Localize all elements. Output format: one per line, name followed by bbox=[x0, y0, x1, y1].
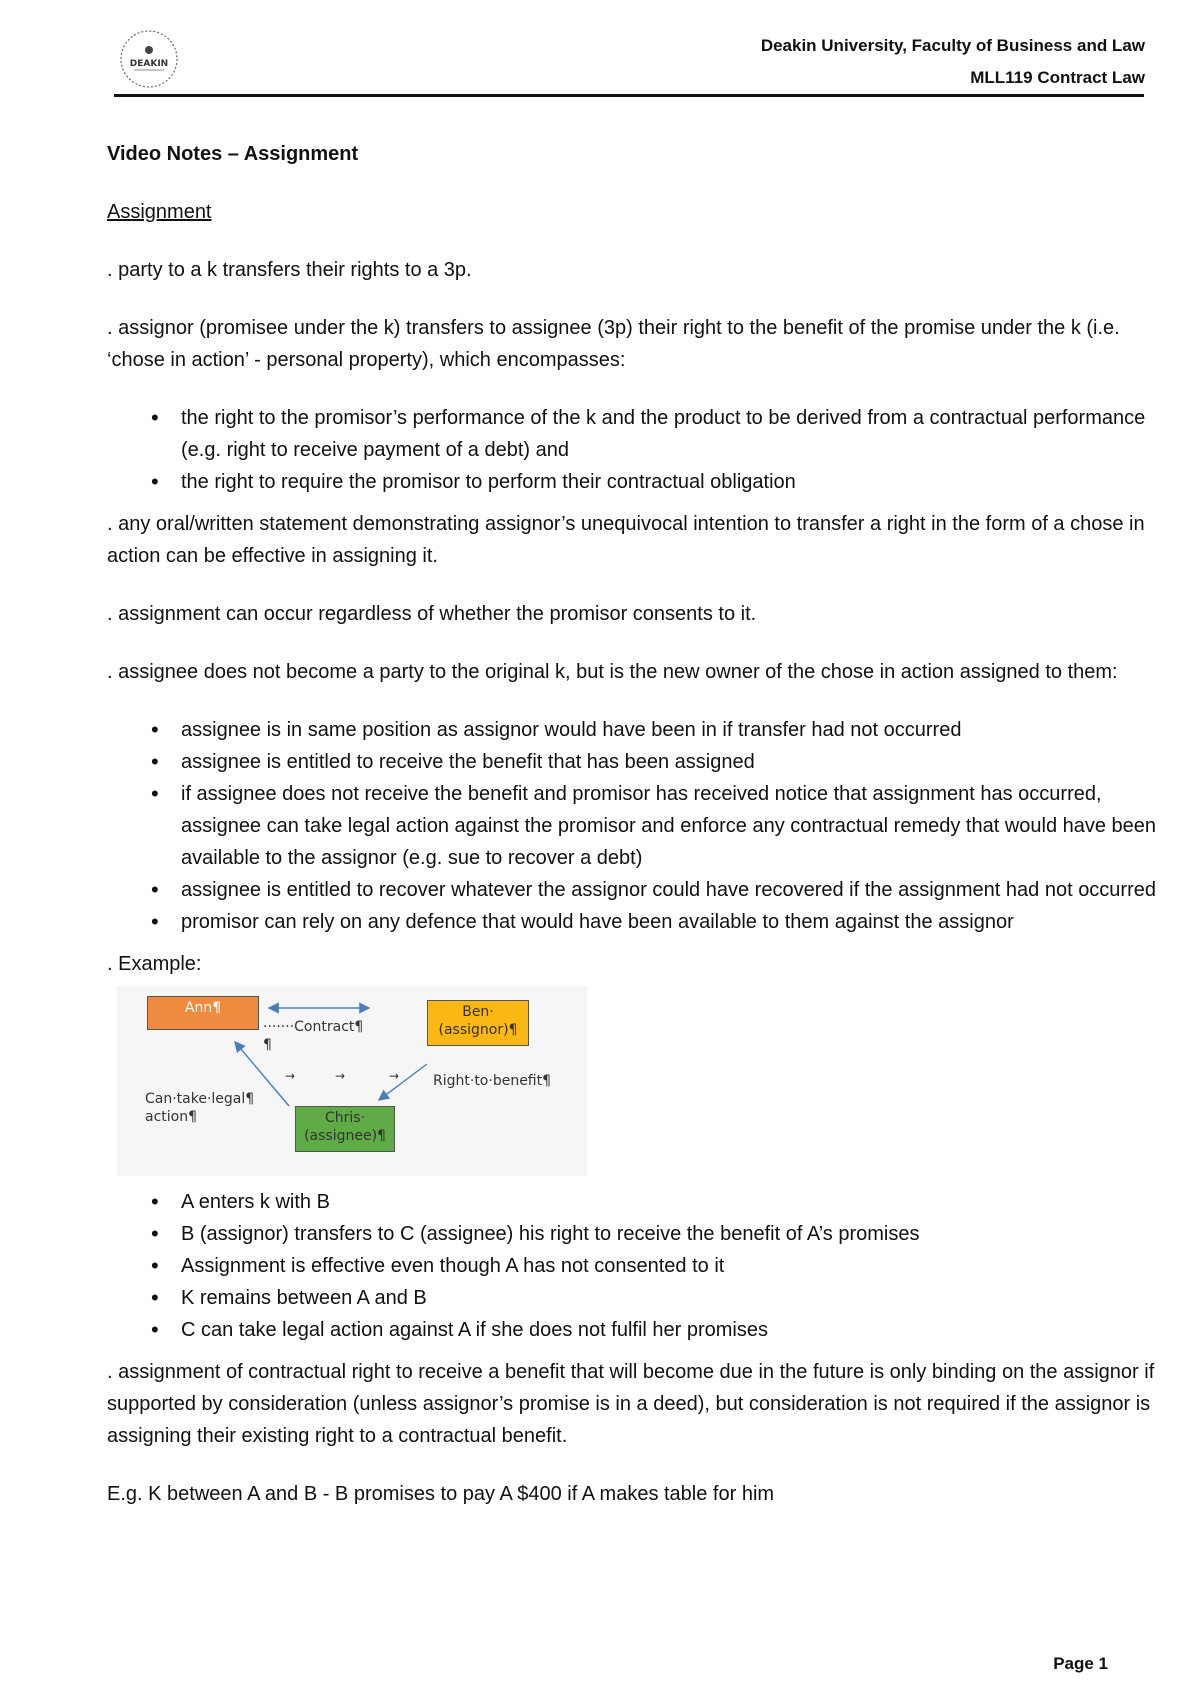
ben-box bbox=[427, 1000, 529, 1046]
list-item: • assignee is entitled to receive the benefit that has been assigned bbox=[107, 746, 1157, 778]
right-to-benefit-label: Right·to·benefit¶ bbox=[433, 1073, 552, 1089]
ben-role: (assignor)¶ bbox=[438, 1022, 518, 1038]
list-item: • A enters k with B bbox=[107, 1186, 1157, 1218]
bullet-list bbox=[107, 714, 1157, 938]
svg-text:→: → bbox=[335, 1069, 346, 1083]
header-rule bbox=[114, 94, 1144, 97]
list-item: • if assignee does not receive the benefit and promisor has received notice that assignment has occurred, assignee can take legal action against the promisor and enforce any contractual remedy that would have been available to the assignor (e.g. sue to recover a debt) bbox=[107, 778, 1157, 874]
list-item: • the right to the promisor’s performance of the k and the product to be derived from a contractual performance (e.g. right to receive payment of a debt) and bbox=[107, 402, 1157, 466]
legal-action-line2: action¶ bbox=[145, 1109, 198, 1125]
svg-text:→: → bbox=[389, 1069, 400, 1083]
paragraph: . assignment of contractual right to receive a benefit that will become due in the future is only binding on the assignor if supported by consideration (unless assignor’s promise is in a deed), but consideration is not required if the assignor is assigning their existing right to a contractual benefit. bbox=[107, 1361, 1155, 1447]
header-institution: Deakin University, Faculty of Business and Law bbox=[760, 36, 1145, 55]
list-item: • assignee is entitled to recover whatever the assignor could have recovered if the assignment had not occurred bbox=[107, 874, 1157, 906]
paragraph: . assignee does not become a party to the original k, but is the new owner of the chose in action assigned to them: bbox=[107, 661, 1118, 683]
chris-role: (assignee)¶ bbox=[304, 1128, 386, 1144]
legal-action-label bbox=[145, 1090, 254, 1126]
list-item: • the right to require the promisor to perform their contractual obligation bbox=[107, 466, 1157, 498]
example-label: . Example: bbox=[107, 953, 202, 975]
deakin-logo bbox=[118, 28, 180, 90]
document-title: Video Notes – Assignment bbox=[107, 143, 359, 165]
svg-text:→: → bbox=[285, 1069, 296, 1083]
right-to-benefit-arrow bbox=[379, 1064, 427, 1100]
document-body bbox=[107, 138, 1157, 1510]
paragraph: . party to a k transfers their rights to a 3p. bbox=[107, 259, 472, 281]
section-heading: Assignment bbox=[107, 201, 212, 223]
ben-name: Ben· bbox=[462, 1004, 494, 1020]
paragraph: . assignment can occur regardless of whether the promisor consents to it. bbox=[107, 603, 757, 625]
assignment-diagram bbox=[117, 986, 587, 1176]
chris-name: Chris· bbox=[324, 1110, 366, 1126]
legal-action-line1: Can·take·legal¶ bbox=[145, 1091, 255, 1107]
contract-text: Contract¶ bbox=[294, 1019, 364, 1035]
ann-box: Ann¶ bbox=[147, 996, 259, 1030]
page-number: Page 1 bbox=[1053, 1654, 1108, 1673]
list-item: • Assignment is effective even though A has not consented to it bbox=[107, 1250, 1157, 1282]
pilcrow: ¶ bbox=[263, 1037, 272, 1053]
list-item: • promisor can rely on any defence that would have been available to them against the assignor bbox=[107, 906, 1157, 938]
contract-dots: ······· bbox=[263, 1019, 295, 1035]
bullet-list bbox=[107, 402, 1157, 498]
logo-text: DEAKIN bbox=[129, 59, 169, 69]
list-item: • B (assignor) transfers to C (assignee) his right to receive the benefit of A’s promises bbox=[107, 1218, 1157, 1250]
list-item: • assignee is in same position as assignor would have been in if transfer had not occurred bbox=[107, 714, 1157, 746]
header-unit: MLL119 Contract Law bbox=[970, 68, 1145, 87]
list-item: • K remains between A and B bbox=[107, 1282, 1157, 1314]
contract-label bbox=[263, 1018, 363, 1054]
paragraph: E.g. K between A and B - B promises to pay A $400 if A makes table for him bbox=[107, 1483, 775, 1505]
paragraph: . assignor (promisee under the k) transfers to assignee (3p) their right to the benefit of the promise under the k (i.e. ‘chose in action’ - personal property), which encompasses: bbox=[107, 317, 1120, 371]
list-item: • C can take legal action against A if she does not fulfil her promises bbox=[107, 1314, 1157, 1346]
chris-box bbox=[295, 1106, 395, 1152]
paragraph: . any oral/written statement demonstrating assignor’s unequivocal intention to transfer a right in the form of a chose in action can be effective in assigning it. bbox=[107, 513, 1145, 567]
bullet-list bbox=[107, 1186, 1157, 1346]
